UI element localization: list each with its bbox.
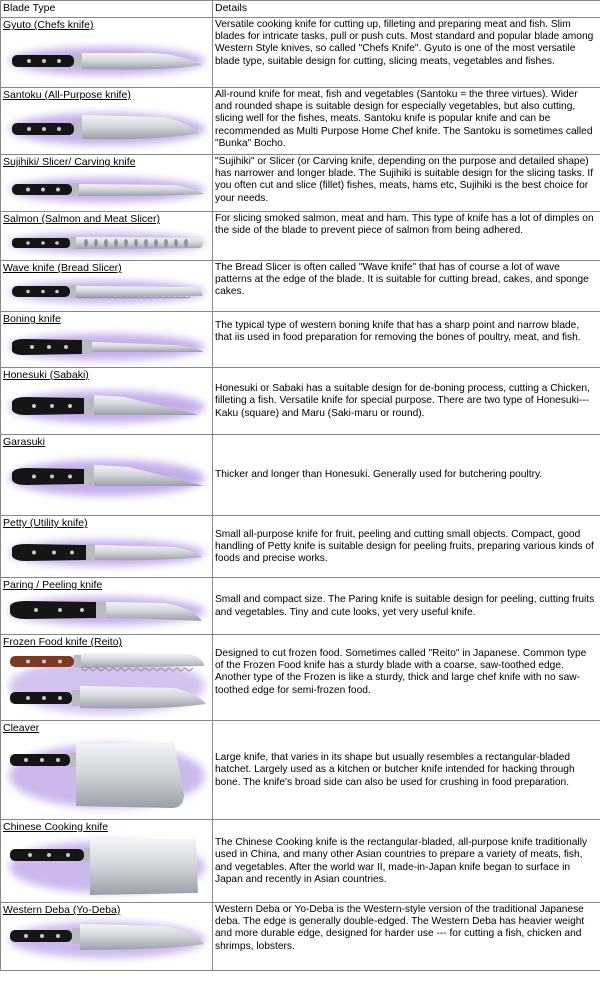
garasuki-knife-icon [4, 448, 210, 510]
details-cell: The typical type of western boning knife that has a sharp point and narrow blade, that iis used in food preparation for removing the bones of poultry, meat, and fish. [213, 312, 600, 368]
details-cell: Designed to cut frozen food. Sometimes called "Reito" in Japanese. Common type of the Frozen Food knife has a sturdy blade with a coarse, saw-toothed edge. Another type of the Frozen is like a sturdy, thick and large chef knife with no saw-toothed edge for semi-frozen food. [213, 635, 600, 721]
blade-type-cell [1, 635, 213, 721]
blade-type-cell [1, 578, 213, 635]
petty-knife-icon [4, 529, 210, 575]
blade-type-cell [1, 368, 213, 435]
table-row [1, 721, 600, 820]
header-details: Details [213, 1, 600, 18]
blade-type-cell [1, 312, 213, 368]
blade-type-cell [1, 516, 213, 578]
details-cell: Large knife, that varies in its shape but usually resembles a rectangular-bladed hatchet. Largely used as a kitchen or butcher knife intended for hacking through bone. The knife's broad side can also be used for crushing in food preparation. [213, 721, 600, 820]
blade-type-cell [1, 435, 213, 516]
knife-name-link[interactable]: Wave knife (Bread Slicer) [3, 262, 122, 274]
details-cell: "Sujihiki" or Slicer (or Carving knife, depending on the purpose and detailed shape) has narrower and longer blade. The Sujihiki is suitable design for the slicing tasks. If you often cut and slice (fillet) fishes, meats, hams etc, Sujihiki is the best choice for your needs. [213, 155, 600, 212]
details-cell: All-round knife for meat, fish and vegetables (Santoku = the three virtues). Wider and rounded shape is suitable design for especially vegetables, but also cutting, slicing well for the fishes, meats. Santoku knife is popular knife and can be recommended as Multi Purpose Home Chef knife. The Santoku is sometimes called "Bunka" Bocho. [213, 88, 600, 155]
boning-knife-icon [4, 325, 210, 367]
santoku-knife-icon [4, 101, 210, 153]
table-row [1, 578, 600, 635]
table-row [1, 368, 600, 435]
table-row [1, 435, 600, 516]
table-row [1, 516, 600, 578]
knife-name-link[interactable]: Paring / Peeling knife [3, 579, 103, 591]
knife-name-link[interactable]: Boning knife [3, 313, 61, 325]
western-deba-icon [4, 916, 210, 968]
knife-name-link[interactable]: Garasuki [3, 436, 46, 448]
details-cell: Small and compact size. The Paring knife is suitable design for peeling, cutting fruits and vegetables. Tiny and cute looks, yet very useful knife. [213, 578, 600, 635]
header-blade-type: Blade Type [1, 1, 213, 18]
details-cell: Versatile cooking knife for cutting up, filleting and preparing meat and fish. Slim blades for intricate tasks, pull or push cuts. Most standard and popular blade among Western Style knives, so called "Chefs Knife". Gyuto is one of the most versatile blade type, suitable design for cutting, slicing meats, vegetables and fishes. [213, 18, 600, 88]
sujihiki-knife-icon [4, 168, 210, 210]
paring-knife-icon [4, 591, 210, 633]
table-row [1, 903, 600, 971]
table-row [1, 212, 600, 261]
blade-type-cell [1, 261, 213, 312]
blade-type-cell [1, 903, 213, 971]
blade-type-cell [1, 155, 213, 212]
honesuki-knife-icon [4, 381, 210, 433]
table-row [1, 635, 600, 721]
blade-type-cell [1, 88, 213, 155]
table-row [1, 820, 600, 903]
blade-type-cell [1, 18, 213, 88]
knife-name-link[interactable]: Salmon (Salmon and Meat Slicer) [3, 213, 160, 225]
knife-name-link[interactable]: Sujihiki/ Slicer/ Carving knife [3, 156, 136, 168]
bread-knife-icon [4, 274, 210, 310]
knife-name-link[interactable]: Santoku (All-Purpose knife) [3, 89, 131, 101]
knife-name-link[interactable]: Petty (Utility knife) [3, 517, 88, 529]
salmon-slicer-icon [4, 225, 210, 259]
blade-type-cell [1, 721, 213, 820]
knife-name-link[interactable]: Chinese Cooking knife [3, 821, 109, 833]
table-header-row [1, 1, 600, 18]
blade-type-cell [1, 212, 213, 261]
blade-type-cell [1, 820, 213, 903]
table-row [1, 88, 600, 155]
chinese-cooking-knife-icon [4, 833, 210, 901]
details-cell: The Bread Slicer is often called "Wave knife" that has of course a lot of wave patterns at the edge of the blade. It is suitable for cutting bread, cakes, and sponge cakes. [213, 261, 600, 312]
cleaver-icon [4, 734, 210, 818]
knife-name-link[interactable]: Western Deba (Yo-Deba) [3, 904, 121, 916]
details-cell: The Chinese Cooking knife is the rectangular-bladed, all-purpose knife traditionally used in China, and many other Asian countries to prepare a variety of meats, fish, and vegetables. After the world war II, made-in-Japan knife began to surface in Japan and recently in Asian countries. [213, 820, 600, 903]
knife-name-link[interactable]: Frozen Food knife (Reito) [3, 636, 123, 648]
table-row [1, 155, 600, 212]
gyuto-knife-icon [4, 31, 210, 85]
details-cell: Honesuki or Sabaki has a suitable design for de-boning process, cutting a Chicken, filleting a fish. Versatile knife for special purpose. There are two type of Honesuki--- Kaku (square) and Maru (Saki-maru or round). [213, 368, 600, 435]
frozen-food-knife-icon [4, 648, 210, 718]
details-cell: For slicing smoked salmon, meat and ham. This type of knife has a lot of dimples on the side of the blade to prevent piece of salmon from being adhered. [213, 212, 600, 261]
knife-name-link[interactable]: Cleaver [3, 722, 40, 734]
details-cell: Western Deba or Yo-Deba is the Western-style version of the traditional Japanese deba. The edge is generally double-edged. The Western Deba has heavier weight and more durable edge, designed for harder use --- for cutting a fish, chicken and shrimps, lobsters. [213, 903, 600, 971]
details-cell: Thicker and longer than Honesuki. Generally used for butchering poultry. [213, 435, 600, 516]
table-row [1, 312, 600, 368]
table-row [1, 18, 600, 88]
table-row [1, 261, 600, 312]
knife-name-link[interactable]: Honesuki (Sabaki) [3, 369, 89, 381]
details-cell: Small all-purpose knife for fruit, peeling and cutting small objects. Compact, good handling of Petty knife is suitable design for peeling fruits, preparing various kinds of foods and precise works. [213, 516, 600, 578]
knife-name-link[interactable]: Gyuto (Chefs knife) [3, 19, 94, 31]
